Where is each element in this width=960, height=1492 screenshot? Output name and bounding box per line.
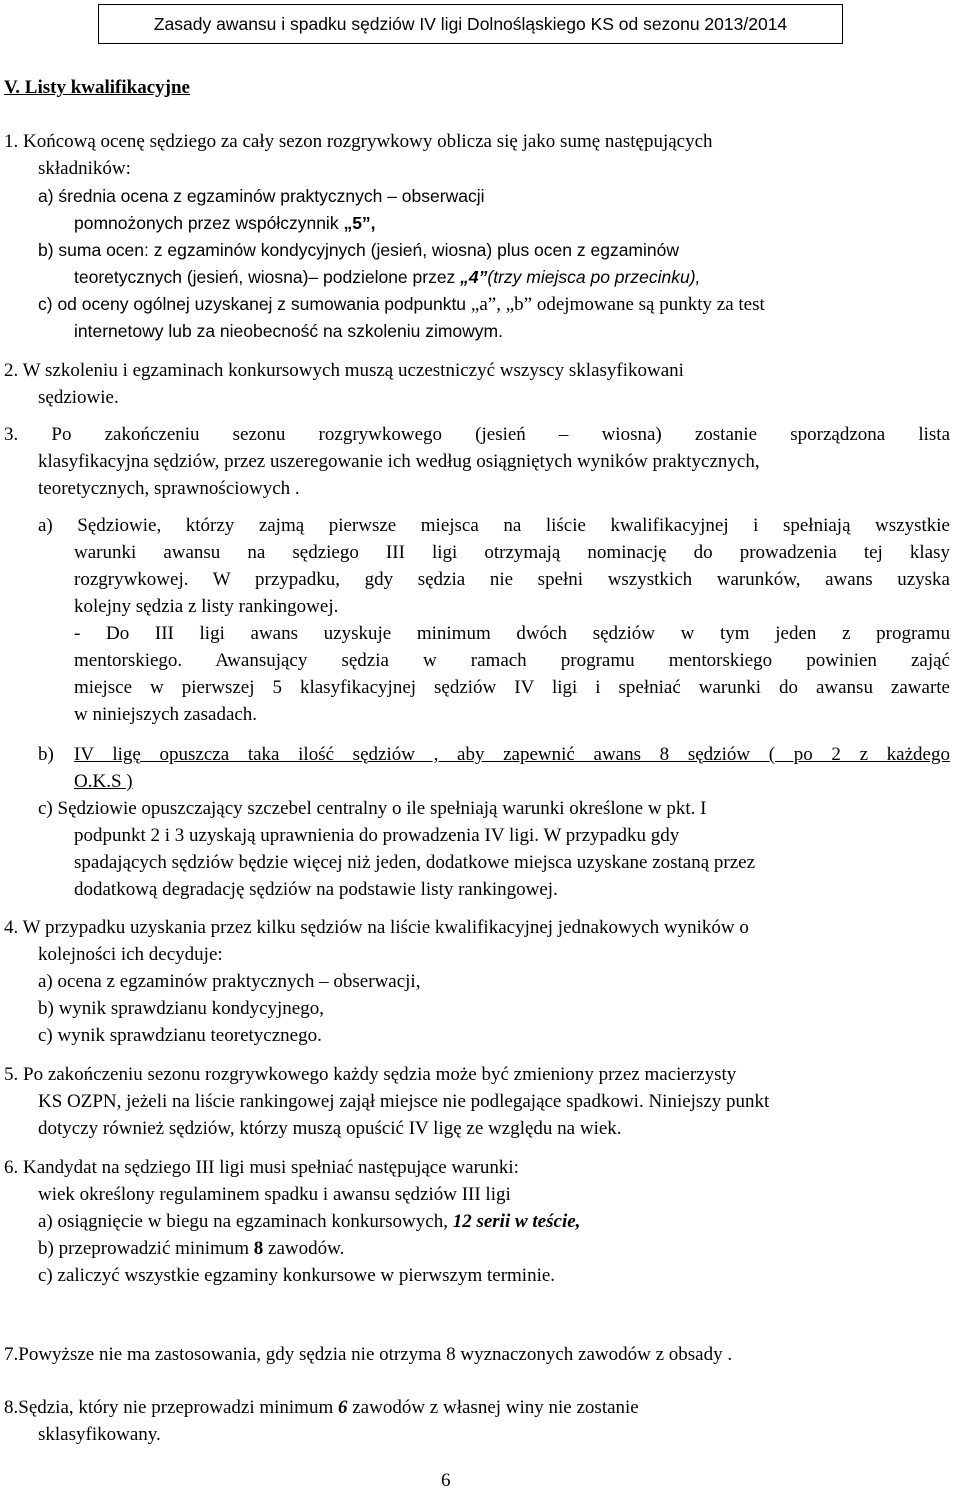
p1-item-a-line2: pomnożonych przez współczynnik „5”, xyxy=(74,213,376,233)
p2-line2: sędziowie. xyxy=(38,387,119,408)
p3-item-c-line3: spadających sędziów będzie więcej niż jeden, dodatkowe miejsca uzyskane zostaną przez xyxy=(74,852,756,873)
section-title: V. Listy kwalifikacyjne xyxy=(4,77,190,98)
page-number: 6 xyxy=(441,1470,451,1491)
p3-line1: 3. Po zakończeniu sezonu rozgrywkowego (jesień – wiosna) zostanie sporządzona lista xyxy=(4,424,950,445)
p1-item-c-line1: c) od oceny ogólnej uzyskanej z sumowania podpunktu „a”, „b” odejmowane są punkty za test xyxy=(38,294,765,315)
p6-line2: wiek określony regulaminem spadku i awansu sędziów III ligi xyxy=(38,1184,511,1205)
p3-item-c-line1: c) Sędziowie opuszczający szczebel centralny o ile spełniają warunki określone w pkt. I xyxy=(38,798,707,819)
p5-line1: 5. Po zakończeniu sezonu rozgrywkowego każdy sędzia może być zmieniony przez macierzysty xyxy=(4,1064,737,1085)
p1-item-c-line2: internetowy lub za nieobecność na szkoleniu zimowym. xyxy=(74,321,503,341)
p3-item-b-label: b) xyxy=(38,744,54,765)
p3-item-c-line4: dodatkową degradację sędziów na podstawie listy rankingowej. xyxy=(74,879,558,900)
p8-line1: 8.Sędzia, który nie przeprowadzi minimum 6 zawodów z własnej winy nie zostanie xyxy=(4,1397,639,1418)
p3-item-a-line1: a) Sędziowie, którzy zajmą pierwsze miejsca na liście kwalifikacyjnej i spełniają wszystkie xyxy=(38,515,950,536)
series-requirement: 12 serii w teście, xyxy=(452,1211,581,1232)
document-header xyxy=(98,4,843,44)
p3-item-a-line3: rozgrywkowej. W przypadku, gdy sędzia nie spełni wszystkich warunków, awans uzyska xyxy=(74,569,950,590)
p6-item-a: a) osiągnięcie w biegu na egzaminach konkursowych, 12 serii w teście, xyxy=(38,1211,581,1232)
p6-line1: 6. Kandydat na sędziego III ligi musi spełniać następujące warunki: xyxy=(4,1157,519,1178)
divisor-4: „4” xyxy=(460,267,488,287)
p3-item-a-line8: w niniejszych zasadach. xyxy=(74,704,258,725)
p1-line1: 1. Końcową ocenę sędziego za cały sezon rozgrywkowy oblicza się jako sumę następujących xyxy=(4,131,713,152)
p3-item-c-line2: podpunkt 2 i 3 uzyskają uprawnienia do prowadzenia IV ligi. W przypadku gdy xyxy=(74,825,680,846)
p4-line2: kolejności ich decyduje: xyxy=(38,944,223,965)
matches-requirement: 8 xyxy=(253,1238,264,1259)
p2-line1: 2. W szkoleniu i egzaminach konkursowych muszą uczestniczyć wszyscy sklasyfikowani xyxy=(4,360,684,381)
p6-item-c: c) zaliczyć wszystkie egzaminy konkursowe w pierwszym terminie. xyxy=(38,1265,556,1286)
coefficient-5: „5”, xyxy=(343,213,376,233)
p3-item-a-line5: - Do III ligi awans uzyskuje minimum dwóch sędziów w tym jeden z programu xyxy=(74,623,950,644)
p3-item-a-line2: warunki awansu na sędziego III ligi otrzymają nominację do prowadzenia tej klasy xyxy=(74,542,950,563)
p3-line3: teoretycznych, sprawnościowych . xyxy=(38,478,300,499)
p3-line2: klasyfikacyjna sędziów, przez uszeregowanie ich według osiągniętych wyników praktycznych, xyxy=(38,451,760,472)
p1-item-b-line1: b) suma ocen: z egzaminów kondycyjnych (jesień, wiosna) plus ocen z egzaminów xyxy=(38,240,679,260)
p4-line1: 4. W przypadku uzyskania przez kilku sędziów na liście kwalifikacyjnej jednakowych wyników o xyxy=(4,917,749,938)
p1-line2: składników: xyxy=(38,158,131,179)
p3-item-a-line4: kolejny sędzia z listy rankingowej. xyxy=(74,596,339,617)
p4-item-b: b) wynik sprawdzianu kondycyjnego, xyxy=(38,998,324,1019)
p6-item-b: b) przeprowadzić minimum 8 zawodów. xyxy=(38,1238,345,1259)
p3-item-a-line6: mentorskiego. Awansujący sędzia w ramach programu mentorskiego powinien zająć xyxy=(74,650,950,671)
p3-item-b-line2: O.K.S ) xyxy=(74,771,133,792)
header-title: Zasady awansu i spadku sędziów IV ligi Dolnośląskiego KS od sezonu 2013/2014 xyxy=(153,14,788,34)
p3-item-a-line7: miejsce w pierwszej 5 klasyfikacyjnej sędziów IV ligi i spełniać warunki do awansu zawarte xyxy=(74,677,950,698)
minimum-matches: 6 xyxy=(338,1397,348,1418)
p4-item-c: c) wynik sprawdzianu teoretycznego. xyxy=(38,1025,322,1046)
p8-line2: sklasyfikowany. xyxy=(38,1424,161,1445)
p1-item-b-line2: teoretycznych (jesień, wiosna)– podzielone przez „4”(trzy miejsca po przecinku), xyxy=(74,267,701,287)
p5-line3: dotyczy również sędziów, którzy muszą opuścić IV ligę ze względu na wiek. xyxy=(38,1118,622,1139)
p4-item-a: a) ocena z egzaminów praktycznych – obserwacji, xyxy=(38,971,421,992)
p7-line1: 7.Powyższe nie ma zastosowania, gdy sędzia nie otrzyma 8 wyznaczonych zawodów z obsady . xyxy=(4,1344,733,1365)
p3-item-b-line1: IV ligę opuszcza taka ilość sędziów , aby zapewnić awans 8 sędziów ( po 2 z każdego xyxy=(74,744,950,765)
p1-item-a-line1: a) średnia ocena z egzaminów praktycznych – obserwacji xyxy=(38,186,485,206)
p5-line2: KS OZPN, jeżeli na liście rankingowej zajął miejsce nie podlegające spadkowi. Niniejszy punkt xyxy=(38,1091,770,1112)
